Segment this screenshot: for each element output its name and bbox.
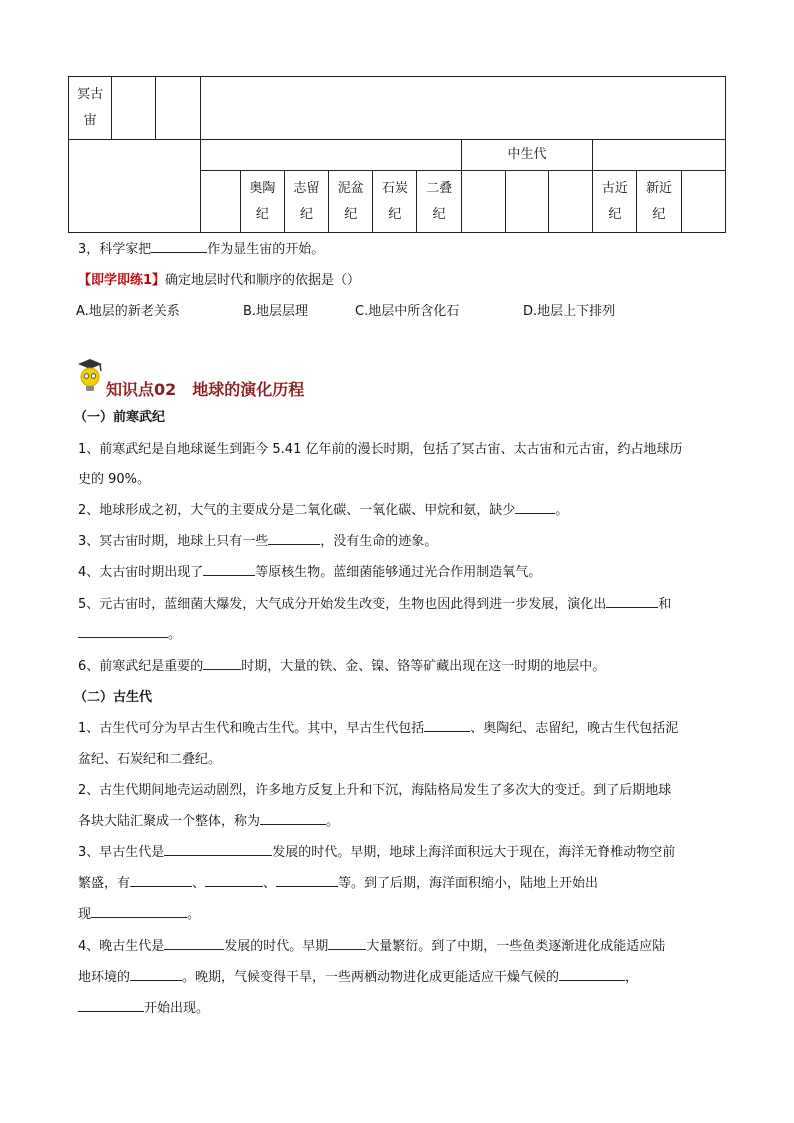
practice-question [78,271,360,291]
practice-options [76,302,615,322]
fill-blank[interactable] [276,874,338,887]
period-name: 二叠 [426,180,453,196]
table-cell-empty [593,140,726,171]
paleozoic-p3 [78,843,675,863]
pz-p1-text: 1、古生代可分为早古生代和晚古生代。其中，早古生代包括 [78,721,425,736]
table-cell-period [373,171,417,233]
precambrian-p2 [78,501,568,521]
p5-mid: 和 [658,597,672,612]
fill-blank[interactable] [260,812,326,825]
p2-end: 。 [555,503,569,518]
period-name: 古近 [601,180,628,196]
table-cell-period [637,171,681,233]
precambrian-p4 [78,563,541,583]
fill-blank[interactable] [78,999,144,1012]
fill-blank[interactable] [424,719,470,732]
q3-text: 3，科学家把 [78,242,152,257]
precambrian-p6 [78,657,605,677]
option-a[interactable]: A.地层的新老关系 [76,304,180,319]
period-name: 泥盆 [337,180,364,196]
fill-blank[interactable] [151,240,207,253]
pz-p4-mid1: 发展的时代。早期 [224,939,329,954]
paleozoic-p2-line1: 2、古生代期间地壳运动剧烈，许多地方反复上升和下沉，海陆格局发生了多次大的变迁。到了后期地球 [78,783,672,798]
precambrian-p1-line1: 1、前寒武纪是自地球诞生到距今 5.41 亿年前的漫长时期，包括了冥古宙、太古宙和元古宙，约占地球历 [78,442,683,457]
p5-text: 5、元古宙时，蓝细菌大爆发，大气成分开始发生改变，生物也因此得到进一步发展，演化出 [78,597,607,612]
pz-p3-l3-end: 。 [187,907,201,922]
precambrian-p3 [78,532,437,552]
paleozoic-heading: （二）古生代 [74,690,153,705]
paleozoic-p4-line2 [78,968,638,988]
table-cell-empty [156,77,200,140]
period-suffix: 纪 [388,206,402,222]
fill-blank[interactable] [328,937,366,950]
pz-p4-l2-end: ， [625,970,639,985]
fill-blank[interactable] [78,625,168,638]
table-cell-period [329,171,373,233]
period-name: 志留 [293,180,320,196]
p3-text: 3、冥古宙时期，地球上只有一些 [78,534,269,549]
hadean-line-2: 宙 [83,113,97,128]
paleozoic-p4 [78,937,665,957]
pz-p4-l3-end: 开始出现。 [144,1001,210,1016]
pz-p4-mid2: 大量繁衍。到了中期，一些鱼类逐渐进化成能适应陆 [366,939,666,954]
geologic-time-table [68,76,726,233]
table-cell-empty [461,171,505,233]
precambrian-p1-line2: 史的 90%。 [78,472,151,487]
fill-blank[interactable] [91,905,187,918]
section-title: 知识点02 地球的演化历程 [106,380,305,399]
separator: 、 [192,876,206,891]
p6-end: 时期，大量的铁、金、镍、铬等矿藏出现在这一时期的地层中。 [241,659,606,674]
paleozoic-p2-line2 [78,812,339,832]
q3-text-end: 作为显生宙的开始。 [207,242,325,257]
p6-text: 6、前寒武纪是重要的 [78,659,204,674]
table-cell-empty [505,171,548,233]
question-3 [78,240,324,260]
pz-p3-l2-text: 繁盛，有 [78,876,131,891]
period-name: 石炭 [381,180,408,196]
fill-blank[interactable] [130,874,192,887]
period-name: 奥陶 [249,180,276,196]
fill-blank[interactable] [515,501,555,514]
scholar-bulb-icon [74,358,106,394]
pz-p4-l2-text: 地环境的 [78,970,131,985]
hadean-line-1: 冥古 [77,87,104,102]
fill-blank[interactable] [205,874,263,887]
paleozoic-p1-line2: 盆纪、石炭纪和二叠纪。 [78,752,222,767]
p5-end: 。 [168,627,182,642]
table-cell-empty [200,140,461,171]
paleozoic-p1 [78,719,678,739]
table-cell-period [240,171,284,233]
table-cell-period [417,171,461,233]
precambrian-p5-line2 [78,625,181,645]
period-suffix: 纪 [255,206,269,222]
period-suffix: 纪 [300,206,314,222]
period-suffix: 纪 [344,206,358,222]
table-cell-empty [69,140,201,233]
table-cell-period [593,171,637,233]
period-suffix: 纪 [608,206,622,222]
paleozoic-p3-line3 [78,905,200,925]
period-name: 新近 [646,180,673,196]
table-cell-empty [200,77,725,140]
fill-blank[interactable] [164,937,224,950]
practice-question-text: 确定地层时代和顺序的依据是（） [165,273,361,288]
p3-end: ，没有生命的迹象。 [320,534,438,549]
pz-p3-l3-text: 现 [78,907,92,922]
practice-badge: 【即学即练1】 [78,273,166,288]
period-suffix: 纪 [432,206,446,222]
fill-blank[interactable] [559,968,625,981]
pz-p2-end: 。 [326,814,340,829]
p4-text: 4、太古宙时期出现了 [78,565,204,580]
p2-text: 2、地球形成之初，大气的主要成分是二氧化碳、一氧化碳、甲烷和氨，缺少 [78,503,516,518]
pz-p2-text: 各块大陆汇聚成一个整体，称为 [78,814,261,829]
table-cell-empty [112,77,156,140]
table-header-era: 中生代 [461,140,593,171]
precambrian-heading: （一）前寒武纪 [74,410,166,425]
option-b[interactable]: B.地层层理 [243,304,309,319]
pz-p3-text: 3、早古生代是 [78,845,165,860]
table-cell-empty [549,171,593,233]
table-cell-empty [200,171,240,233]
fill-blank[interactable] [130,968,182,981]
table-cell-hadean [69,77,112,140]
pz-p4-l2-mid: 。晚期，气候变得干旱，一些两栖动物进化成更能适应干燥气候的 [182,970,560,985]
fill-blank[interactable] [606,595,658,608]
fill-blank[interactable] [203,657,241,670]
paleozoic-p3-line2 [78,874,598,894]
pz-p3-l2-end: 等。到了后期，海洋面积缩小，陆地上开始出 [338,876,599,891]
option-d[interactable]: D.地层上下排列 [523,304,616,319]
p4-end: 等原核生物。蓝细菌能够通过光合作用制造氧气。 [255,565,542,580]
pz-p1-end: 、奥陶纪、志留纪，晚古生代包括泥 [470,721,679,736]
table-cell-period [284,171,328,233]
table-cell-empty [681,171,725,233]
precambrian-p5 [78,595,671,615]
option-c[interactable]: C.地层中所含化石 [355,304,460,319]
fill-blank[interactable] [203,563,255,576]
fill-blank[interactable] [164,843,272,856]
fill-blank[interactable] [268,532,320,545]
paleozoic-p4-line3 [78,999,209,1019]
period-suffix: 纪 [652,206,666,222]
pz-p4-text: 4、晚古生代是 [78,939,165,954]
pz-p3-rest: 发展的时代。早期，地球上海洋面积远大于现在，海洋无脊椎动物空前 [272,845,676,860]
separator: 、 [263,876,277,891]
